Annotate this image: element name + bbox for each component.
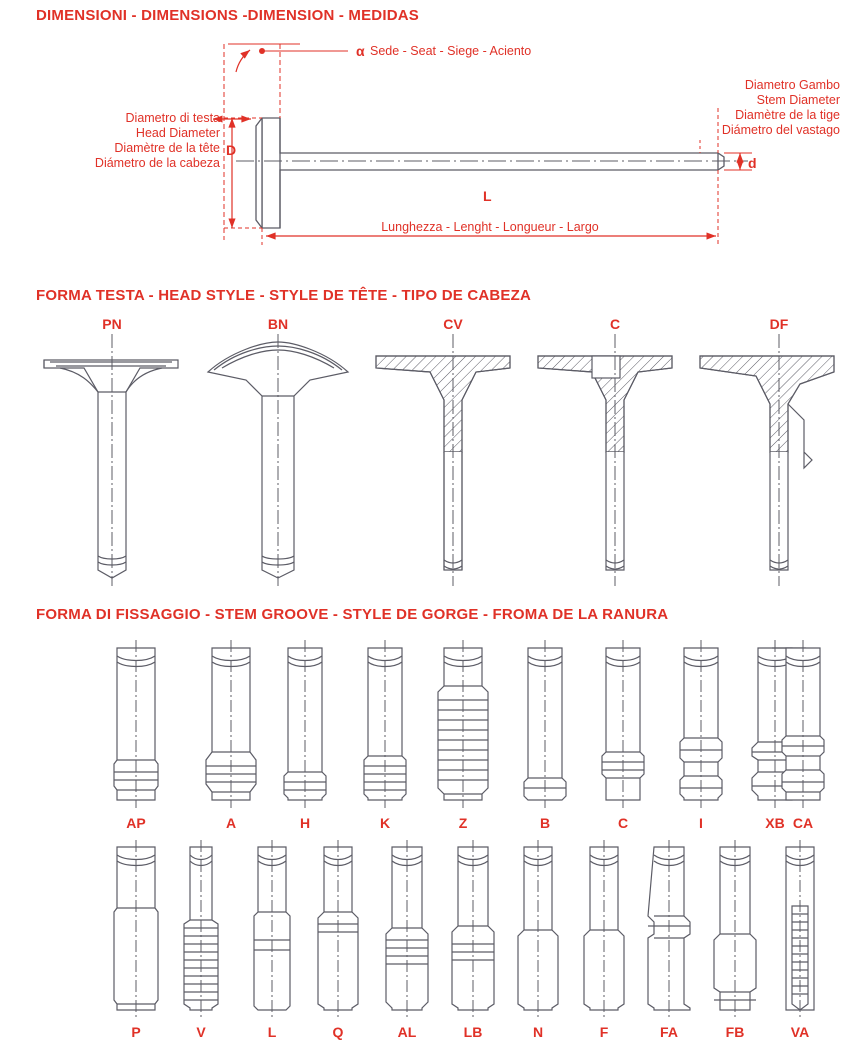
head-diameter-line-1: Diametro di testa	[125, 111, 220, 125]
seat-angle-symbol: α	[356, 43, 365, 59]
head-style-DF	[700, 334, 834, 586]
stem-groove-code-H: H	[299, 815, 311, 831]
stem-groove-A	[206, 640, 256, 808]
stem-groove-K	[364, 640, 406, 808]
stem-groove-C	[602, 640, 644, 808]
head-style-PN	[44, 334, 178, 586]
stem-groove-code-Z: Z	[458, 815, 468, 831]
stem-groove-code-A: A	[225, 815, 237, 831]
head-style-code-BN: BN	[267, 316, 289, 332]
head-diameter-line-4: Diámetro de la cabeza	[94, 156, 220, 170]
section-title-head-style: FORMA TESTA - HEAD STYLE - STYLE DE TÊTE - TIPO DE CABEZA	[36, 287, 532, 304]
dimension-label-d: d	[748, 155, 757, 171]
seat-angle-construction	[224, 44, 348, 240]
head-style-code-PN: PN	[102, 316, 122, 332]
length-label: Lunghezza - Lenght - Longueur - Largo	[381, 220, 599, 234]
stem-groove-code-V: V	[196, 1024, 206, 1040]
stem-groove-VA	[786, 840, 814, 1018]
stem-groove-code-VA: VA	[790, 1024, 810, 1040]
stem-groove-FB	[714, 840, 756, 1018]
stem-diameter-line-1: Diametro Gambo	[744, 78, 840, 92]
stem-groove-code-L: L	[267, 1024, 277, 1040]
head-diameter-line-2: Head Diameter	[135, 126, 220, 140]
stem-groove-code-AL: AL	[397, 1024, 417, 1040]
stem-groove-AP	[114, 640, 158, 808]
stem-groove-Z	[438, 640, 488, 808]
stem-groove-H	[284, 640, 326, 808]
head-diameter-line-3: Diamètre de la tête	[114, 141, 220, 155]
stem-groove-code-B: B	[539, 815, 551, 831]
stem-groove-I	[680, 640, 722, 808]
stem-groove-LB	[452, 840, 494, 1018]
stem-groove-L	[254, 840, 290, 1018]
head-style-BN	[208, 334, 348, 586]
head-style-code-CV: CV	[443, 316, 463, 332]
stem-groove-code-N: N	[532, 1024, 544, 1040]
stem-groove-code-C: C	[617, 815, 629, 831]
stem-groove-code-Q: Q	[332, 1024, 344, 1040]
stem-groove-N	[518, 840, 558, 1018]
stem-diameter-line-2: Stem Diameter	[756, 93, 840, 107]
section-title-dimensions: DIMENSIONI - DIMENSIONS -DIMENSION - MEDIDAS	[36, 7, 419, 24]
stem-groove-code-I: I	[699, 815, 703, 831]
stem-groove-P	[114, 840, 158, 1018]
head-style-code-C: C	[609, 316, 621, 332]
stem-groove-FA	[648, 840, 690, 1018]
stem-groove-code-XB: XB	[765, 815, 785, 831]
stem-groove-code-AP: AP	[126, 815, 146, 831]
head-style-code-DF: DF	[769, 316, 789, 332]
stem-groove-CA-body	[782, 640, 824, 808]
stem-groove-code-F: F	[599, 1024, 609, 1040]
stem-groove-B	[524, 640, 566, 808]
head-style-C	[538, 334, 672, 586]
stem-diameter-line-4: Diámetro del vastago	[721, 123, 840, 137]
section-title-stem-groove: FORMA DI FISSAGGIO - STEM GROOVE - STYLE DE GORGE - FROMA DE LA RANURA	[36, 606, 669, 623]
stem-groove-code-P: P	[131, 1024, 141, 1040]
seat-label: Sede - Seat - Siege - Aciento	[370, 44, 532, 58]
stem-groove-code-FA: FA	[660, 1024, 678, 1040]
stem-groove-AL	[386, 840, 428, 1018]
head-style-CV	[376, 334, 510, 586]
stem-groove-code-FB: FB	[725, 1024, 745, 1040]
stem-groove-V	[184, 840, 218, 1018]
dimension-label-L: L	[483, 188, 492, 204]
dimension-label-D: D	[226, 142, 237, 158]
stem-diameter-line-3: Diamètre de la tige	[735, 108, 840, 122]
stem-groove-code-LB: LB	[463, 1024, 483, 1040]
stem-groove-F	[584, 840, 624, 1018]
stem-groove-code-CA: CA	[792, 815, 814, 831]
stem-groove-code-K: K	[379, 815, 391, 831]
stem-groove-Q	[318, 840, 358, 1018]
